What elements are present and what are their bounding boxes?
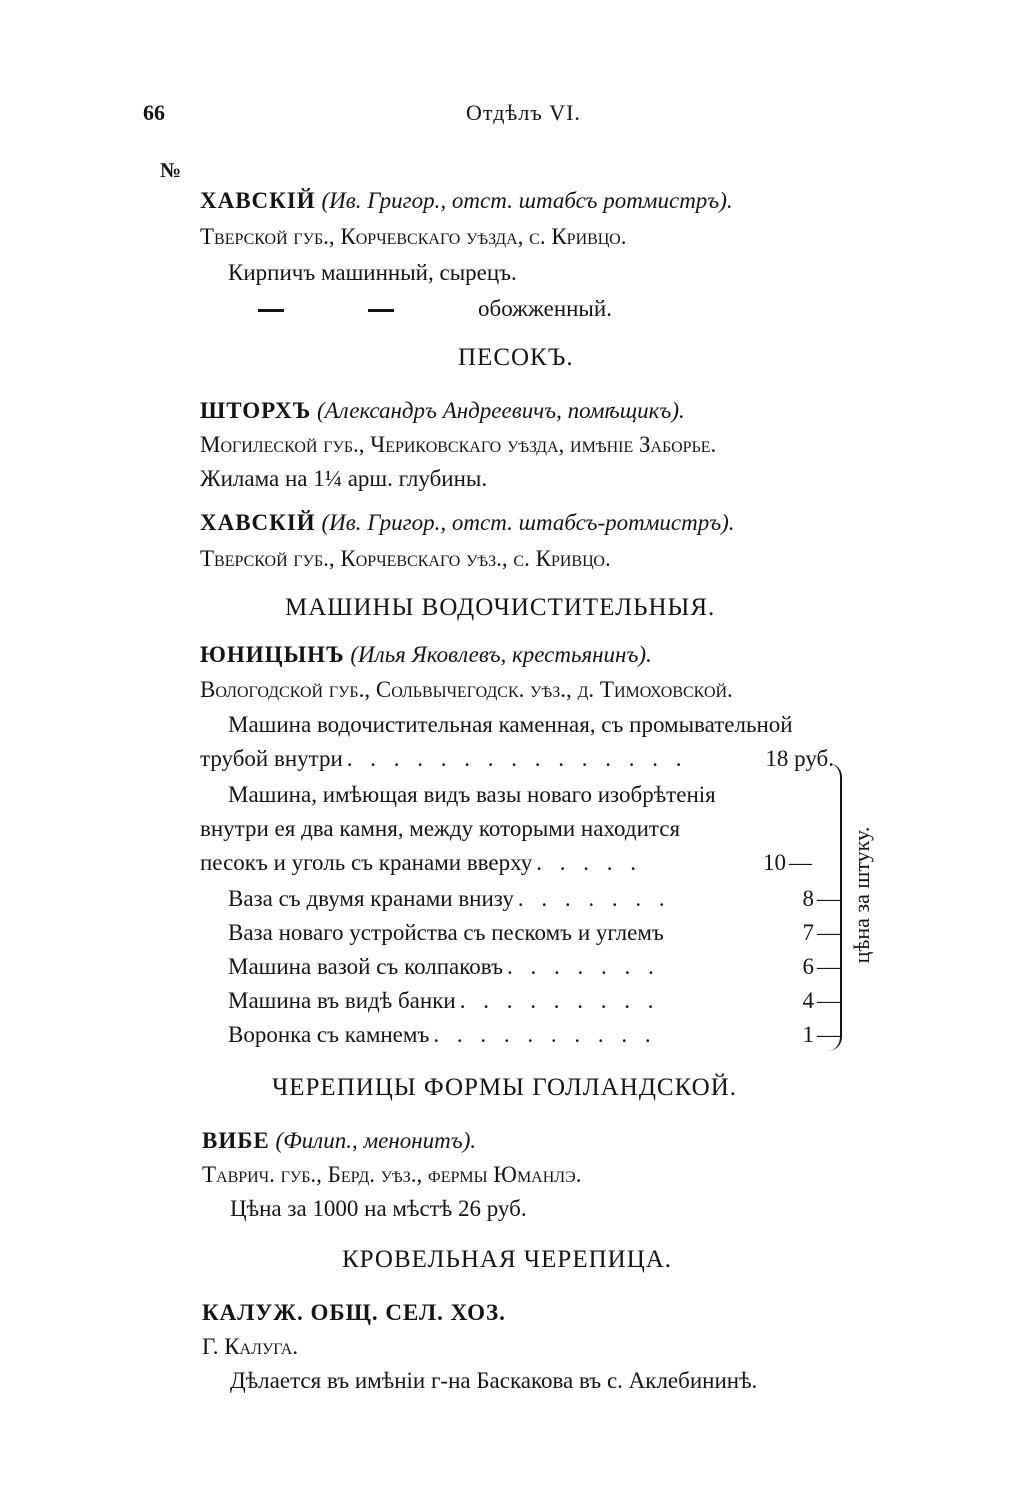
exhibitor-location: Г. Калуга. — [202, 1334, 299, 1359]
price-row — [228, 1022, 840, 1048]
item-description-line: Дѣлается въ имѣніи г-на Баскакова въ с. Аклебининѣ. — [230, 1368, 758, 1393]
section-title-sand: ПЕСОКЪ. — [458, 344, 574, 371]
price-row — [228, 988, 840, 1014]
price-tick: — — [817, 1022, 840, 1047]
item-description-line: Машина, имѣющая видъ вазы новаго изобрѣтенія — [228, 782, 716, 807]
exhibitor-location: Тверской губ., Корчевскаго уѣзда, с. Кривцо. — [200, 224, 627, 249]
section-title-roof-tiles: КРОВЕЛЬНАЯ ЧЕРЕПИЦА. — [342, 1246, 673, 1273]
leader-dots: . . . . . . . — [506, 954, 660, 979]
leader-dots: . . . . . — [536, 850, 642, 875]
price-tick: — — [817, 920, 840, 945]
price-label: песокъ и уголь съ кранами вверху — [200, 850, 533, 875]
exhibitor-location: Таврич. губ., Берд. уѣз., фермы Юманлэ. — [202, 1162, 582, 1187]
price-row — [228, 886, 840, 912]
entry-shtorkh — [200, 398, 685, 424]
leader-dots: . . . . . . . — [517, 886, 671, 911]
price-label: Машина вазой съ колпаковъ — [228, 954, 503, 979]
price-value: 6 — [802, 954, 814, 979]
exhibitor-description: (Ив. Григор., отст. штабсъ ротмистръ). — [321, 188, 733, 213]
price-value: 10 — [763, 850, 786, 875]
price-tick: — — [789, 850, 812, 875]
section-title-dutch-tiles: ЧЕРЕПИЦЫ ФОРМЫ ГОЛЛАНДСКОЙ. — [272, 1074, 738, 1101]
price-row — [228, 920, 840, 946]
leader-dots — [664, 920, 760, 946]
item-sand-layer: Жилама на 1¼ арш. глубины. — [200, 466, 488, 491]
item-description-line: внутри ея два камня, между которыми находится — [200, 816, 681, 841]
exhibitor-description: (Филип., менонитъ). — [275, 1128, 477, 1153]
exhibitor-name: ХАВСКІЙ — [200, 510, 316, 535]
item-brick-raw: Кирпичъ машинный, сырецъ. — [228, 260, 517, 285]
leader-dots: . . . . . . . . . . . . . . . — [346, 746, 688, 771]
price-brace — [828, 763, 842, 1051]
item-price: Цѣна за 1000 на мѣстѣ 26 руб. — [230, 1196, 527, 1221]
price-row — [200, 850, 812, 876]
exhibitor-location: Вологодской губ., Сольвычегодск. уѣз., д. Тимоховской. — [200, 677, 733, 702]
entry-yunitsyn — [200, 642, 652, 668]
number-sign: № — [160, 158, 182, 182]
exhibitor-name: ШТОРХЪ — [200, 398, 312, 423]
exhibitor-name: КАЛУЖ. ОБЩ. СЕЛ. ХОЗ. — [202, 1300, 506, 1325]
exhibitor-name: ВИБЕ — [202, 1128, 270, 1153]
price-row — [228, 954, 840, 980]
price-label: Ваза новаго устройства съ пескомъ и углемъ — [228, 920, 664, 945]
running-head: Отдѣлъ VI. — [466, 100, 581, 125]
exhibitor-description: (Ив. Григор., отст. штабсъ-ротмистръ). — [321, 510, 735, 535]
price-value: 1 — [802, 1022, 814, 1047]
price-tick: — — [817, 886, 840, 911]
price-label: Воронка съ камнемъ — [228, 1022, 430, 1047]
price-value: 4 — [802, 988, 814, 1013]
leader-dots: . . . . . . . . . — [459, 988, 660, 1013]
brace-note-text: цѣна за штуку. — [849, 826, 874, 964]
entry-khavsky-2 — [200, 510, 735, 536]
section-title-water-filters: МАШИНЫ ВОДОЧИСТИТЕЛЬНЫЯ. — [285, 594, 716, 621]
price-label: Машина въ видѣ банки — [228, 988, 456, 1013]
exhibitor-description: (Илья Яковлевъ, крестьянинъ). — [350, 642, 652, 667]
entry-vibe — [202, 1128, 476, 1154]
ditto-dash — [368, 309, 394, 312]
ditto-dash — [258, 309, 284, 312]
item-description-line: Машина водочистительная каменная, съ промывательной — [228, 712, 793, 737]
price-tick: — — [817, 988, 840, 1013]
exhibitor-name: ЮНИЦЫНЪ — [200, 642, 345, 667]
leader-dots: . . . . . . . . . . — [433, 1022, 657, 1047]
page-number: 66 — [143, 100, 165, 125]
exhibitor-location: Тверской губ., Корчевскаго уѣз., с. Кривцо. — [200, 546, 611, 571]
exhibitor-name: ХАВСКІЙ — [200, 188, 316, 213]
price-value: 8 — [802, 886, 814, 911]
brace-note — [847, 800, 877, 990]
item-brick-fired — [258, 296, 612, 322]
price-row-first — [200, 746, 834, 772]
price-tick: — — [817, 954, 840, 979]
exhibitor-description: (Александръ Андреевичъ, помѣщикъ). — [316, 398, 685, 423]
price-value: 7 — [802, 920, 814, 945]
exhibitor-location: Могилеской губ., Чериковскаго уѣзда, имѣніе Заборье. — [200, 432, 717, 457]
price-label: Ваза съ двумя кранами внизу — [228, 886, 514, 911]
price-value: 18 руб. — [765, 746, 834, 771]
entry-khavsky-1 — [200, 188, 733, 214]
price-label: трубой внутри — [200, 746, 343, 771]
item-brick-fired-label: обожженный. — [478, 296, 612, 321]
